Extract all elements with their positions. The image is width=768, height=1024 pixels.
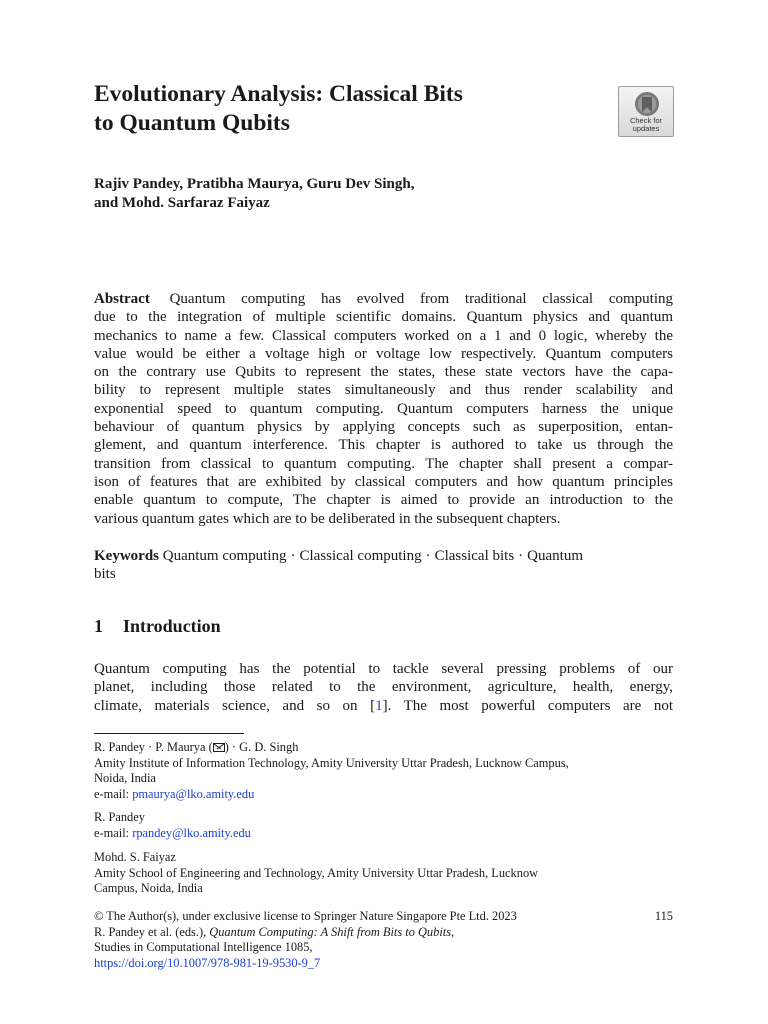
affiliation-names: Mohd. S. Faiyaz bbox=[94, 850, 176, 864]
text-span: ]. The most powerful computers are not bbox=[382, 697, 674, 714]
envelope-icon bbox=[213, 743, 225, 752]
text-span: R. Pandey et al. (eds.), bbox=[94, 924, 210, 939]
copyright-line: © The Author(s), under exclusive license to Springer Nature Singapore Pte Ltd. 2023 bbox=[94, 909, 517, 923]
abstract-line: mechanics to name a few. Classical computers worked on a 1 and 0 logic, whereby the bbox=[94, 327, 673, 344]
author-line: and Mohd. Sarfaraz Faiyaz bbox=[94, 194, 270, 211]
author-list bbox=[94, 175, 674, 212]
affiliation-institution: Amity School of Engineering and Technology, Amity University Uttar Pradesh, Lucknow bbox=[94, 865, 539, 880]
badge-label: Check for updates bbox=[629, 116, 663, 133]
abstract-line: glement, and quantum interference. This chapter is authored to take us through the bbox=[94, 437, 673, 454]
abstract-line: various quantum gates which are to be deliberated in the subsequent chapters. bbox=[94, 510, 561, 527]
introduction-paragraph bbox=[94, 660, 673, 715]
series-line: Studies in Computational Intelligence 1085, bbox=[94, 940, 313, 955]
paragraph-line: planet, including those related to the environment, agriculture, health, energy, bbox=[94, 679, 673, 696]
keywords bbox=[94, 547, 673, 584]
abstract-line: ison of features that are exhibited by classical computers and how quantum principles bbox=[94, 473, 673, 490]
citation-line bbox=[94, 925, 673, 941]
abstract-line: behaviour of quantum physics by applying concepts such as superposition, entan- bbox=[94, 419, 673, 436]
keywords-line bbox=[94, 547, 673, 565]
abstract-line: on the contrary use Qubits to represent the states, these state vectors have the capa- bbox=[94, 364, 673, 381]
abstract-line: bility to represent multiple states simultaneously and thus render scalability and bbox=[94, 382, 673, 399]
text-span: , bbox=[451, 924, 455, 939]
email-label: e-mail: bbox=[94, 786, 133, 801]
email-link[interactable]: pmaurya@lko.amity.edu bbox=[132, 786, 255, 801]
bookmark-icon bbox=[634, 91, 660, 117]
abstract-line: due to the integration of multiple scientific domains. Quantum physics and quantum bbox=[94, 309, 673, 326]
abstract-text: Quantum computing has evolved from traditional classical computing bbox=[169, 291, 673, 307]
abstract-line: value would be either a voltage high or voltage low respectively. Quantum computers bbox=[94, 345, 673, 362]
abstract-line: enable quantum to compute, The chapter is aimed to provide an introduction to the bbox=[94, 492, 673, 509]
keywords-label: Keywords bbox=[94, 548, 159, 564]
email-label: e-mail: bbox=[94, 825, 133, 840]
paragraph-line bbox=[94, 697, 673, 715]
email-link[interactable]: rpandey@lko.amity.edu bbox=[132, 825, 251, 840]
section-heading bbox=[94, 616, 221, 637]
abstract bbox=[94, 290, 673, 528]
copyright-footer bbox=[94, 909, 673, 971]
affiliation-location: Campus, Noida, India bbox=[94, 881, 203, 896]
keyword-separator: · bbox=[290, 548, 296, 564]
keyword: Classical bits bbox=[434, 548, 515, 564]
text-span: ) · G. D. Singh bbox=[224, 740, 299, 754]
keyword-separator: · bbox=[425, 548, 431, 564]
abstract-label: Abstract bbox=[94, 291, 150, 307]
chapter-title-line: to Quantum Qubits bbox=[94, 110, 290, 136]
text-span: R. Pandey · P. Maurya ( bbox=[94, 740, 213, 754]
affiliation-names bbox=[94, 740, 694, 756]
book-title: Quantum Computing: A Shift from Bits to Qubits bbox=[209, 924, 452, 939]
affiliation-institution: Amity Institute of Information Technology, Amity University Uttar Pradesh, Lucknow Campus, bbox=[94, 755, 569, 770]
footnote-divider bbox=[94, 733, 244, 734]
keyword-separator: · bbox=[518, 548, 524, 564]
abstract-line bbox=[94, 290, 673, 308]
doi-line bbox=[94, 956, 673, 972]
abstract-line: transition from classical to quantum computing. The chapter shall present a compar- bbox=[94, 455, 673, 472]
keywords-line: bits bbox=[94, 566, 116, 583]
affiliation-email bbox=[94, 787, 694, 803]
affiliation-location: Noida, India bbox=[94, 771, 156, 786]
affiliation-block bbox=[94, 850, 694, 897]
keyword: Classical computing bbox=[299, 548, 422, 564]
abstract-line: exponential speed to quantum computing. Quantum computers harness the unique bbox=[94, 400, 673, 417]
page-number: 115 bbox=[654, 909, 673, 923]
text-span: climate, materials science, and so on [ bbox=[94, 697, 376, 714]
keyword: Quantum bbox=[527, 548, 583, 564]
doi-link[interactable]: https://doi.org/10.1007/978-981-19-9530-9_7 bbox=[94, 955, 321, 970]
affiliation-names: R. Pandey bbox=[94, 810, 145, 824]
affiliation-email bbox=[94, 826, 694, 842]
check-for-updates-badge[interactable] bbox=[618, 86, 674, 137]
keyword: Quantum computing bbox=[162, 548, 287, 564]
affiliation-block bbox=[94, 740, 694, 802]
paragraph-line: Quantum computing has the potential to tackle several pressing problems of our bbox=[94, 661, 673, 677]
affiliation-block bbox=[94, 810, 694, 841]
section-title: Introduction bbox=[123, 616, 221, 636]
citation-link[interactable]: 1 bbox=[375, 697, 383, 714]
author-line: Rajiv Pandey, Pratibha Maurya, Guru Dev Singh, bbox=[94, 176, 415, 192]
chapter-title bbox=[94, 80, 594, 138]
section-number: 1 bbox=[94, 616, 103, 636]
chapter-title-line: Evolutionary Analysis: Classical Bits bbox=[94, 81, 463, 107]
